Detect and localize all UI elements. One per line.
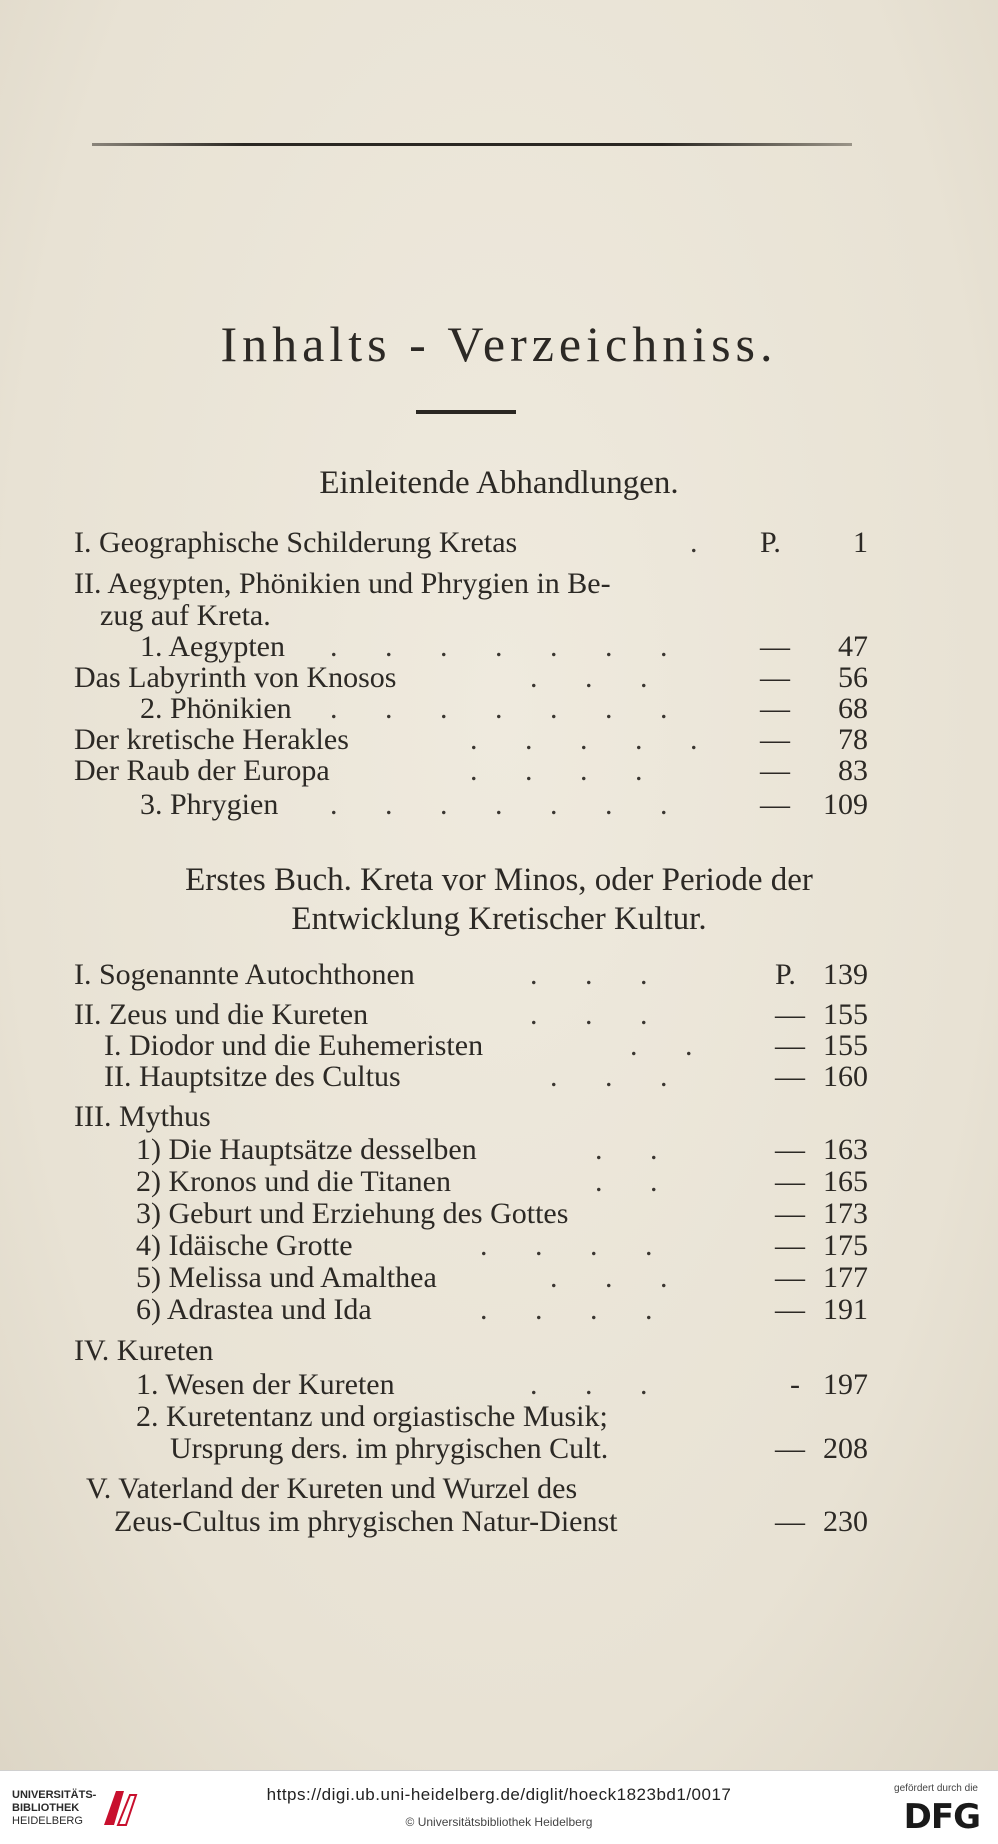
intro-entry	[140, 692, 868, 726]
page-number: 163	[823, 1133, 868, 1166]
intro-entry	[74, 754, 868, 788]
intro-entry	[74, 723, 868, 757]
page-number: 155	[823, 998, 868, 1031]
page-number: 155	[823, 1029, 868, 1062]
page-number: 160	[823, 1060, 868, 1093]
book-entry	[136, 1400, 868, 1434]
page-prefix: P.	[775, 958, 796, 991]
entry-title: II. Zeus und die Kureten	[74, 998, 369, 1031]
book-entry	[86, 1472, 868, 1506]
page-number: 191	[823, 1293, 868, 1326]
entry-title: Ursprung ders. im phrygischen Cult.	[170, 1432, 609, 1465]
leader-dots: . . .	[550, 1261, 688, 1294]
leader-dots: . . . . . . .	[330, 788, 688, 821]
funding-label: gefördert durch die	[894, 1783, 978, 1794]
entry-title: 1. Aegypten	[140, 630, 285, 663]
entry-title: I. Geographische Schilderung Kretas	[74, 526, 518, 559]
page-number: 1	[853, 526, 868, 559]
leader-dots: . . . .	[470, 754, 663, 787]
top-rule	[92, 143, 852, 146]
title-rule	[416, 410, 516, 414]
page-prefix: —	[775, 1293, 805, 1326]
library-line2: BIBLIOTHEK	[12, 1802, 80, 1814]
page-prefix: —	[775, 1060, 805, 1093]
library-line1: UNIVERSITÄTS-	[12, 1789, 97, 1801]
leader-dots: . . . .	[480, 1293, 673, 1326]
copyright-text: © Universitätsbibliothek Heidelberg	[405, 1815, 593, 1829]
page-prefix: —	[760, 630, 790, 663]
leader-dots: . . .	[530, 1368, 668, 1401]
intro-entry	[100, 599, 868, 633]
leader-dots: . .	[595, 1133, 678, 1166]
book-entry	[136, 1229, 868, 1263]
entry-title: 5) Melissa und Amalthea	[136, 1261, 437, 1294]
book-entry	[104, 1029, 868, 1063]
entry-title: 4) Idäische Grotte	[136, 1229, 353, 1262]
entry-title: Zeus-Cultus im phrygischen Natur-Dienst	[114, 1505, 618, 1538]
book-entry	[74, 1100, 868, 1134]
entry-title: Der kretische Herakles	[74, 723, 349, 756]
book-entry	[74, 958, 868, 992]
intro-entry	[140, 630, 868, 664]
library-line3: HEIDELBERG	[12, 1815, 83, 1827]
leader-dots: . . .	[530, 661, 668, 694]
page-prefix: —	[775, 1505, 805, 1538]
page-prefix: —	[775, 1432, 805, 1465]
leader-dots: .	[690, 526, 718, 559]
page-number: 83	[838, 754, 868, 787]
page-prefix: —	[760, 661, 790, 694]
page-number: 197	[823, 1368, 868, 1401]
entry-title: Der Raub der Europa	[74, 754, 330, 787]
entry-title: I. Sogenannte Autochthonen	[74, 958, 415, 991]
footer-bar	[0, 1770, 998, 1844]
page-prefix: —	[775, 1261, 805, 1294]
page-number: 109	[823, 788, 868, 821]
source-url-link[interactable]: https://digi.ub.uni-heidelberg.de/diglit/hoeck1823bd1/0017	[266, 1785, 732, 1804]
entry-title: III. Mythus	[74, 1100, 211, 1133]
entry-title: II. Hauptsitze des Cultus	[104, 1060, 401, 1093]
entry-title: 6) Adrastea und Ida	[136, 1293, 372, 1326]
book-entry	[136, 1165, 868, 1199]
entry-title: 2) Kronos und die Titanen	[136, 1165, 451, 1198]
book-entry	[170, 1432, 868, 1466]
book-entry	[114, 1505, 868, 1539]
book-heading-line1: Erstes Buch. Kreta vor Minos, oder Periode der	[185, 862, 813, 898]
page-number: 208	[823, 1432, 868, 1465]
entry-title: 2. Kuretentanz und orgiastische Musik;	[136, 1400, 608, 1433]
page-prefix: —	[760, 754, 790, 787]
entry-title: 1) Die Hauptsätze desselben	[136, 1133, 477, 1166]
book-entry	[136, 1261, 868, 1295]
page-prefix: —	[775, 1133, 805, 1166]
leader-dots: . . . . . . .	[330, 630, 688, 663]
leader-dots: . .	[595, 1165, 678, 1198]
book-entry	[74, 998, 868, 1032]
page-title: Inhalts - Verzeichniss.	[220, 316, 778, 372]
page-prefix: —	[775, 998, 805, 1031]
page-prefix: —	[760, 788, 790, 821]
leader-dots: . .	[630, 1029, 713, 1062]
leader-dots: . . .	[530, 998, 668, 1031]
entry-title: 1. Wesen der Kureten	[136, 1368, 395, 1401]
leader-dots: . . .	[550, 1060, 688, 1093]
page-prefix: P.	[760, 526, 781, 559]
leader-dots: . . . . .	[470, 723, 718, 756]
leader-dots: . . . .	[480, 1229, 673, 1262]
page-number: 56	[838, 661, 868, 694]
entry-title: IV. Kureten	[74, 1334, 214, 1367]
intro-entry	[74, 567, 868, 601]
page-number: 165	[823, 1165, 868, 1198]
entry-title: 3. Phrygien	[140, 788, 279, 821]
book-entry	[136, 1133, 868, 1167]
intro-entry	[74, 661, 868, 695]
entry-title: V. Vaterland der Kureten und Wurzel des	[86, 1472, 578, 1505]
book-heading-line2: Entwicklung Kretischer Kultur.	[291, 901, 707, 937]
book-entry	[136, 1368, 868, 1402]
page-prefix: —	[775, 1029, 805, 1062]
book-entry	[104, 1060, 868, 1094]
dfg-logo: DFG	[903, 1797, 980, 1837]
page-number: 68	[838, 692, 868, 725]
entry-title: 3) Geburt und Erziehung des Gottes	[136, 1197, 569, 1230]
leader-dots: . . .	[530, 958, 668, 991]
page-number: 139	[823, 958, 868, 991]
leader-dots: . . . . . . .	[330, 692, 688, 725]
page-prefix: —	[775, 1197, 805, 1230]
page-number: 230	[823, 1505, 868, 1538]
intro-entry	[74, 526, 868, 560]
page-prefix: —	[760, 692, 790, 725]
page-number: 173	[823, 1197, 868, 1230]
entry-title: zug auf Kreta.	[100, 599, 271, 632]
page-prefix: —	[775, 1229, 805, 1262]
page-number: 175	[823, 1229, 868, 1262]
entry-title: 2. Phönikien	[140, 692, 292, 725]
entry-title: II. Aegypten, Phönikien und Phrygien in Be-	[74, 567, 611, 600]
intro-heading: Einleitende Abhandlungen.	[319, 465, 679, 501]
book-entry	[136, 1197, 868, 1231]
book-entry	[74, 1334, 868, 1368]
intro-entry	[140, 788, 868, 822]
book-entry	[136, 1293, 868, 1327]
entry-title: Das Labyrinth von Knosos	[74, 661, 397, 694]
page-number: 78	[838, 723, 868, 756]
page-number: 177	[823, 1261, 868, 1294]
page-prefix: -	[790, 1368, 800, 1401]
entry-title: I. Diodor und die Euhemeristen	[104, 1029, 484, 1062]
page-prefix: —	[760, 723, 790, 756]
page-prefix: —	[775, 1165, 805, 1198]
page-number: 47	[838, 630, 868, 663]
